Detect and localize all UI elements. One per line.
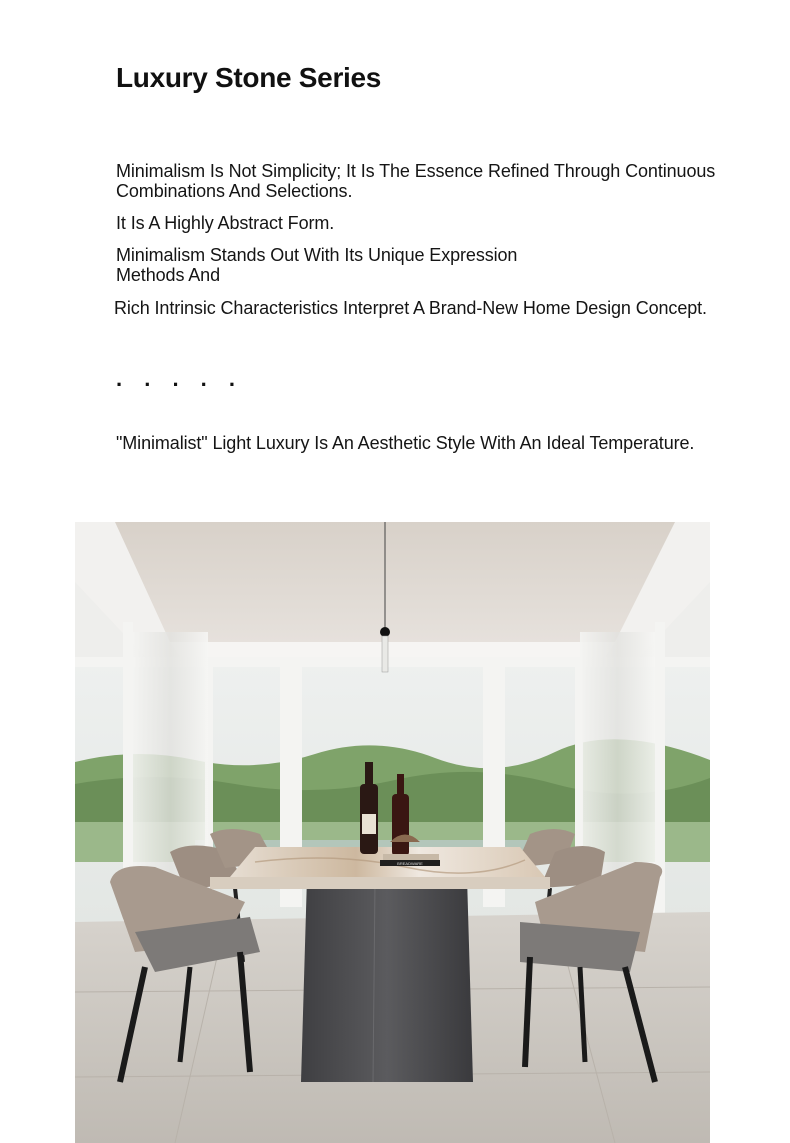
book-stack xyxy=(380,854,440,866)
marble-table-edge xyxy=(210,877,550,889)
paragraph-line: Combinations And Selections. xyxy=(116,181,353,201)
paragraph-line: Methods And xyxy=(116,265,220,285)
dot-separator: . . . . . xyxy=(116,366,244,391)
paragraph-line: Minimalism Is Not Simplicity; It Is The Essence Refined Through Continuous xyxy=(116,161,716,181)
dining-room-illustration xyxy=(75,522,710,1143)
page-title: Luxury Stone Series xyxy=(116,62,382,93)
pendant-light-icon xyxy=(382,636,388,672)
paragraph-unique-expression xyxy=(116,245,517,285)
tagline: "Minimalist" Light Luxury Is An Aesthetic Style With An Ideal Temperature. xyxy=(116,433,695,453)
paragraph-abstract-form: It Is A Highly Abstract Form. xyxy=(116,213,335,233)
pendant-cap xyxy=(380,627,390,637)
paragraph-design-concept: Rich Intrinsic Characteristics Interpret A Brand-New Home Design Concept. xyxy=(114,298,707,318)
table-base xyxy=(301,877,473,1082)
ceiling-molding xyxy=(170,642,615,657)
paragraph-minimalism-essence xyxy=(116,161,715,201)
paragraph-line: Minimalism Stands Out With Its Unique Expression xyxy=(116,245,518,265)
book-spine-text: BREADWARE xyxy=(397,861,423,866)
ceiling xyxy=(115,522,675,642)
dining-room-photo xyxy=(75,522,710,1143)
